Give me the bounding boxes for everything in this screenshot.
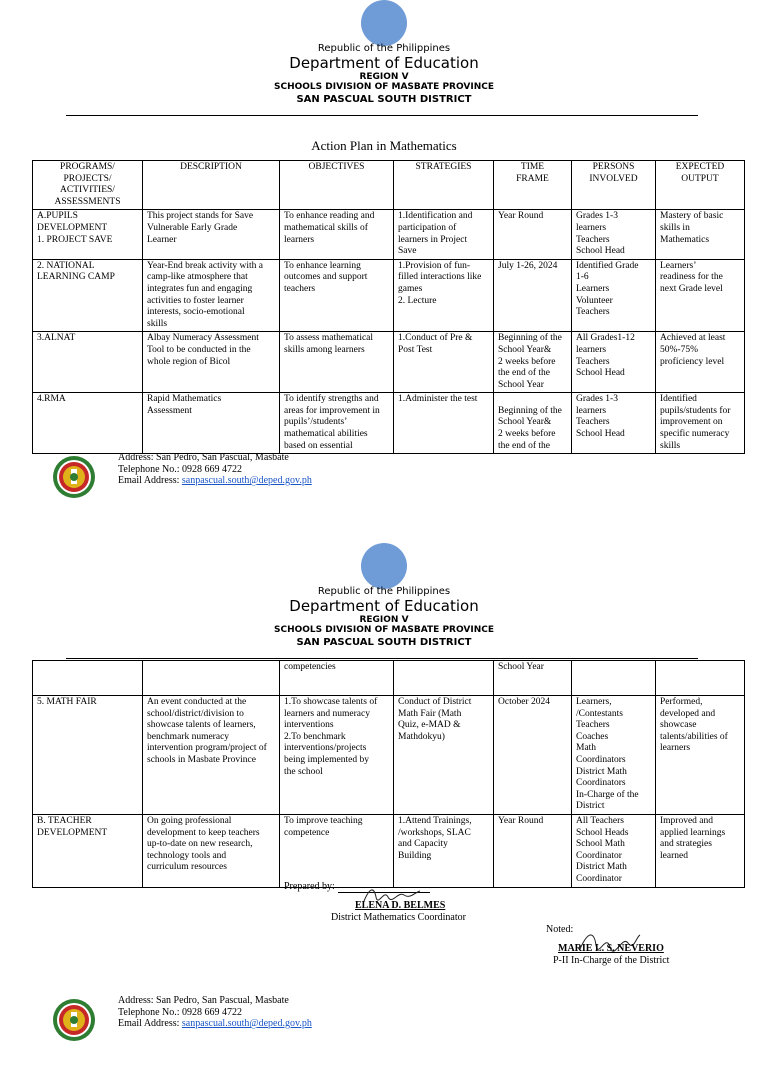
table-header-row: [33, 161, 745, 210]
table-cell: All Teachers School Heads School Math Coordinator District Math Coordinator: [572, 814, 656, 887]
department-title: Department of Education: [289, 54, 479, 72]
prepared-by-label: Prepared by:: [284, 881, 335, 892]
address-line: Address: San Pedro, San Pascual, Masbate: [118, 995, 289, 1006]
table-cell: [394, 661, 494, 696]
table-cell: To enhance learning outcomes and support teachers: [280, 259, 394, 332]
table-cell: Mastery of basic skills in Mathematics: [656, 210, 745, 259]
table-cell: 3.ALNAT: [33, 332, 143, 393]
table-cell: Grades 1-3 learners Teachers School Head: [572, 393, 656, 454]
document-page-1: [0, 0, 768, 540]
table-cell: 5. MATH FAIR: [33, 696, 143, 815]
header-divider: [66, 658, 698, 659]
action-plan-table-continued: [32, 660, 745, 888]
email-link[interactable]: sanpascual.south@deped.gov.ph: [181, 1018, 312, 1029]
table-row: [33, 393, 745, 454]
column-header: OBJECTIVES: [280, 161, 394, 210]
table-cell: To improve teaching competence: [280, 814, 394, 887]
table-cell: B. TEACHER DEVELOPMENT: [33, 814, 143, 887]
district-logo-icon: [52, 998, 96, 1042]
column-header: PERSONS INVOLVED: [572, 161, 656, 210]
district-label: SAN PASCUAL SOUTH DISTRICT: [296, 94, 472, 105]
column-header: STRATEGIES: [394, 161, 494, 210]
table-cell: Beginning of the School Year& 2 weeks before the end of the: [494, 393, 572, 454]
table-cell: A.PUPILS DEVELOPMENT 1. PROJECT SAVE: [33, 210, 143, 259]
action-plan-table: [32, 160, 745, 454]
table-cell: [33, 661, 143, 696]
republic-label: Republic of the Philippines: [317, 43, 451, 54]
table-cell: All Grades1-12 learners Teachers School Head: [572, 332, 656, 393]
deped-seal-placeholder: [361, 543, 407, 589]
table-cell: [572, 661, 656, 696]
table-cell: Learners’ readiness for the next Grade level: [656, 259, 745, 332]
table-cell: 1.Administer the test: [394, 393, 494, 454]
table-row: [33, 332, 745, 393]
table-cell: October 2024: [494, 696, 572, 815]
table-cell: Year Round: [494, 210, 572, 259]
table-cell: Rapid Mathematics Assessment: [143, 393, 280, 454]
table-cell: [143, 661, 280, 696]
table-cell: 1.Provision of fun- filled interactions like games 2. Lecture: [394, 259, 494, 332]
telephone-line: Telephone No.: 0928 669 4722: [118, 1006, 243, 1018]
region-label: REGION V: [359, 615, 409, 625]
table-cell: Identified pupils/students for improvement on specific numeracy skills: [656, 393, 745, 454]
table-cell: competencies: [280, 661, 394, 696]
table-cell: July 1-26, 2024: [494, 259, 572, 332]
email-label: Email Address:: [118, 475, 182, 486]
table-cell: Albay Numeracy Assessment Tool to be conducted in the whole region of Bicol: [143, 332, 280, 393]
table-row: [33, 210, 745, 259]
table-row: [33, 814, 745, 887]
contact-footer: [118, 452, 312, 487]
noted-name: MARIE L. S. NEVERIO: [558, 943, 664, 954]
table-cell: This project stands for Save Vulnerable Early Grade Learner: [143, 210, 280, 259]
district-label: SAN PASCUAL SOUTH DISTRICT: [296, 637, 472, 648]
table-cell: Improved and applied learnings and strategies learned: [656, 814, 745, 887]
prepared-by-title: District Mathematics Coordinator: [331, 912, 466, 923]
table-row: [33, 661, 745, 696]
table-row: [33, 259, 745, 332]
header-divider: [66, 115, 698, 116]
email-link[interactable]: sanpascual.south@deped.gov.ph: [181, 475, 312, 486]
noted-label: Noted:: [546, 924, 574, 935]
table-cell: 1.To showcase talents of learners and numeracy interventions 2.To benchmark interventions/projects being implemented by the school: [280, 696, 394, 815]
table-cell: 1.Conduct of Pre & Post Test: [394, 332, 494, 393]
table-cell: Performed, developed and showcase talents/abilities of learners: [656, 696, 745, 815]
table-cell: Beginning of the School Year& 2 weeks before the end of the School Year: [494, 332, 572, 393]
table-cell: Grades 1-3 learners Teachers School Head: [572, 210, 656, 259]
email-label: Email Address:: [118, 1018, 182, 1029]
division-label: SCHOOLS DIVISION OF MASBATE PROVINCE: [274, 625, 494, 635]
table-cell: 2. NATIONAL LEARNING CAMP: [33, 259, 143, 332]
table-cell: To enhance reading and mathematical skills of learners: [280, 210, 394, 259]
deped-seal-placeholder: [361, 0, 407, 46]
column-header: TIME FRAME: [494, 161, 572, 210]
table-cell: Learners, /Contestants Teachers Coaches Math Coordinators District Math Coordinators In-Charge of the District: [572, 696, 656, 815]
division-label: SCHOOLS DIVISION OF MASBATE PROVINCE: [274, 82, 494, 92]
table-cell: 4.RMA: [33, 393, 143, 454]
column-header: PROGRAMS/ PROJECTS/ ACTIVITIES/ ASSESSMENTS: [33, 161, 143, 210]
table-cell: Year Round: [494, 814, 572, 887]
noted-title: P-II In-Charge of the District: [553, 955, 670, 966]
table-cell: On going professional development to keep teachers up-to-date on new research, technology tools and curriculum resources: [143, 814, 280, 887]
table-cell: An event conducted at the school/district/division to showcase talents of learners, benchmark numeracy intervention program/project of schools in Masbate Province: [143, 696, 280, 815]
table-cell: 1.Identification and participation of learners in Project Save: [394, 210, 494, 259]
column-header: DESCRIPTION: [143, 161, 280, 210]
region-label: REGION V: [359, 72, 409, 82]
table-cell: To assess mathematical skills among learners: [280, 332, 394, 393]
table-row: [33, 696, 745, 815]
document-page-2: [0, 543, 768, 1083]
email-line: [118, 475, 312, 487]
table-cell: Achieved at least 50%-75% proficiency level: [656, 332, 745, 393]
table-cell: Conduct of District Math Fair (Math Quiz, e-MAD & Mathdokyu): [394, 696, 494, 815]
table-cell: To identify strengths and areas for improvement in pupils’/students’ mathematical abilities based on essential: [280, 393, 394, 454]
department-title: Department of Education: [289, 597, 479, 615]
table-cell: Year-End break activity with a camp-like atmosphere that integrates fun and engaging activities to foster learner interests, socio-emotional skills: [143, 259, 280, 332]
document-title: Action Plan in Mathematics: [311, 138, 457, 153]
contact-footer: [118, 995, 312, 1030]
table-cell: Identified Grade 1-6 Learners Volunteer Teachers: [572, 259, 656, 332]
address-line: Address: San Pedro, San Pascual, Masbate: [118, 452, 289, 463]
table-cell: School Year: [494, 661, 572, 696]
telephone-line: Telephone No.: 0928 669 4722: [118, 463, 243, 475]
prepared-by-name: ELENA D. BELMES: [355, 900, 446, 911]
table-cell: 1.Attend Trainings, /workshops, SLAC and Capacity Building: [394, 814, 494, 887]
republic-label: Republic of the Philippines: [317, 586, 451, 597]
district-logo-icon: [52, 455, 96, 499]
column-header: EXPECTED OUTPUT: [656, 161, 745, 210]
table-cell: [656, 661, 745, 696]
